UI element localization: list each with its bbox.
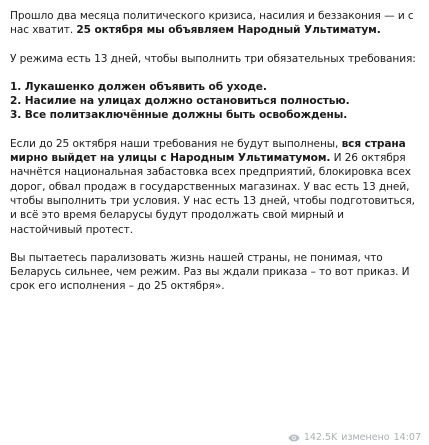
message-paragraph-4: Вы пытаетесь парализовать жизнь нашей страны, не понимая, что Беларусь сильнее, чем режим. Раз вы ждали приказа – то вот приказ. И срок его исполнения – до 25 октября». [10, 251, 410, 293]
message-time: 14:07 [393, 432, 421, 443]
eye-icon [288, 434, 300, 442]
message-paragraph-3 [10, 137, 419, 237]
edited-label: изменено [341, 432, 390, 443]
ultimatum-bold-text: вся страна мирно выйдет на улицы с Народным Ультиматумом. [10, 137, 406, 165]
message-footer [288, 432, 421, 443]
intro-bold-text: 25 октября мы объявляем Народный Ультиматум. [76, 24, 381, 37]
message-paragraph-1 [10, 9, 419, 38]
ultimatum-text-before: Если до 25 октября наши требования не будут выполнены, [10, 137, 342, 150]
intro-text: Прошло два месяца политического кризиса, насилия и беззакония — и с нас хватит. [10, 10, 414, 37]
ultimatum-text-after: И 26 октября начнётся национальная забастовка всех предприятий, блокировка всех дорог, обвал продаж в государственных магазинах. У вас есть 13 дней, чтобы выполнить три условия. У нас есть 13 дней, чтобы подготовиться, и всё это время беларусы будут продолжать свой мирный и настойчивый протест. [10, 152, 415, 236]
views-count: 142.5K [303, 432, 338, 443]
requirements-list [10, 80, 419, 123]
requirement-item: 1. Лукашенко должен объявить об уходе. [10, 80, 267, 93]
message-paragraph-2: У режима есть 13 дней, чтобы выполнить три обязательных требования: [10, 52, 416, 65]
requirement-item: 2. Насилие на улицах должно остановиться полностью. [10, 95, 350, 108]
requirement-item: 3. Все политзаключённые должны быть освобождены. [10, 109, 348, 122]
